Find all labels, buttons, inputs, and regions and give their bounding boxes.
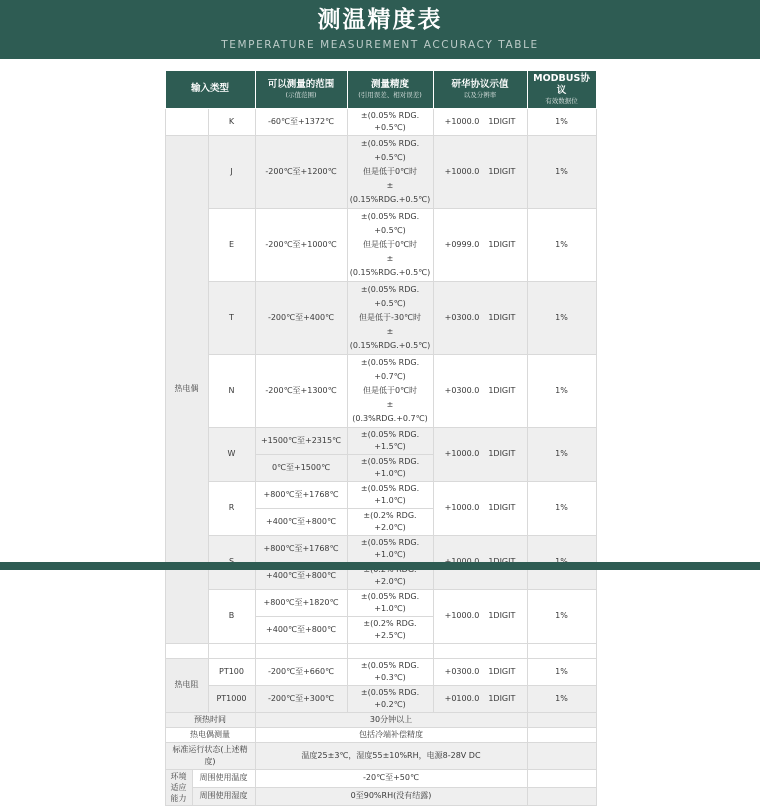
spacer-cell xyxy=(165,643,208,658)
accuracy-B-1: ±(0.05% RDG. +1.0℃) xyxy=(347,589,433,616)
accuracy-W-2: ±(0.05% RDG. +1.0℃) xyxy=(347,454,433,481)
type-E: E xyxy=(208,208,255,281)
env-temp-value: -20℃至+50℃ xyxy=(255,769,527,787)
row-preheat xyxy=(165,712,596,727)
advantech-PT100: +0300.0 1DIGIT xyxy=(433,658,527,685)
range-E: -200℃至+1000℃ xyxy=(255,208,347,281)
env-humidity-label: 周围使用湿度 xyxy=(192,787,255,805)
header-range: 可以测量的范围 (示值范围) xyxy=(255,71,347,109)
range-B-1: +800℃至+1820℃ xyxy=(255,589,347,616)
range-R-2: +400℃至+800℃ xyxy=(255,508,347,535)
env-temp-label: 周围使用温度 xyxy=(192,769,255,787)
row-S-1 xyxy=(165,535,596,562)
row-N xyxy=(165,354,596,427)
env-humidity-empty xyxy=(527,787,596,805)
standard-state-empty xyxy=(527,742,596,769)
type-PT1000: PT1000 xyxy=(208,685,255,712)
preheat-empty xyxy=(527,712,596,727)
spacer-row xyxy=(165,643,596,658)
accuracy-R-2: ±(0.2% RDG. +2.0℃) xyxy=(347,508,433,535)
tc-measure-value: 包括冷端补偿精度 xyxy=(255,727,527,742)
standard-state-value: 温度25±3℃，湿度55±10%RH，电源8-28V DC xyxy=(255,742,527,769)
header-modbus: MODBUS协议 有效数据位 xyxy=(527,71,596,109)
preheat-value: 30分钟以上 xyxy=(255,712,527,727)
modbus-K: 1% xyxy=(527,108,596,135)
type-B: B xyxy=(208,589,255,643)
advantech-R: +1000.0 1DIGIT xyxy=(433,481,527,535)
accuracy-W-1: ±(0.05% RDG. +1.5℃) xyxy=(347,427,433,454)
row-PT100 xyxy=(165,658,596,685)
range-PT100: -200℃至+660℃ xyxy=(255,658,347,685)
row-E xyxy=(165,208,596,281)
header-row xyxy=(165,71,596,109)
type-R: R xyxy=(208,481,255,535)
tc-measure-label: 热电偶测量 xyxy=(165,727,255,742)
type-K: K xyxy=(208,108,255,135)
env-humidity-value: 0至90%RH(没有结露) xyxy=(255,787,527,805)
advantech-W: +1000.0 1DIGIT xyxy=(433,427,527,481)
accuracy-S-2: +2.0℃) xyxy=(347,562,433,589)
type-J: J xyxy=(208,135,255,208)
advantech-PT1000: +0100.0 1DIGIT xyxy=(433,685,527,712)
advantech-E: +0999.0 1DIGIT xyxy=(433,208,527,281)
accuracy-PT100: ±(0.05% RDG. +0.3℃) xyxy=(347,658,433,685)
accuracy-J: ±(0.05% RDG. +0.5℃) 但是低于0℃时 ±(0.15%RDG.+0.5℃) xyxy=(347,135,433,208)
modbus-PT1000: 1% xyxy=(527,685,596,712)
header-accuracy: 测量精度 (引用误差、相对误差) xyxy=(347,71,433,109)
advantech-T: +0300.0 1DIGIT xyxy=(433,281,527,354)
row-J xyxy=(165,135,596,208)
preheat-label: 预热时间 xyxy=(165,712,255,727)
type-PT100: PT100 xyxy=(208,658,255,685)
range-T: -200℃至+400℃ xyxy=(255,281,347,354)
accuracy-T: ±(0.05% RDG. +0.5℃) 但是低于-30℃时 ±(0.15%RDG.+0.5℃) xyxy=(347,281,433,354)
row-tc-measure xyxy=(165,727,596,742)
row-W-1 xyxy=(165,427,596,454)
row-T xyxy=(165,281,596,354)
row-standard-state xyxy=(165,742,596,769)
range-PT1000: -200℃至+300℃ xyxy=(255,685,347,712)
range-R-1: +800℃至+1768℃ xyxy=(255,481,347,508)
range-N: -200℃至+1300℃ xyxy=(255,354,347,427)
accuracy-E: ±(0.05% RDG. +0.5℃) 但是低于0℃时 ±(0.15%RDG.+0.5℃) xyxy=(347,208,433,281)
accuracy-table-wrap xyxy=(165,70,596,806)
group-rtd: 热电阻 xyxy=(165,658,208,712)
header-advantech: 研华协议示值 以及分辨率 xyxy=(433,71,527,109)
page-title: 测温精度表 xyxy=(317,7,443,34)
accuracy-table xyxy=(165,70,597,806)
group-cell-empty xyxy=(165,108,208,135)
range-B-2: +400℃至+800℃ xyxy=(255,616,347,643)
range-J: -200℃至+1200℃ xyxy=(255,135,347,208)
advantech-N: +0300.0 1DIGIT xyxy=(433,354,527,427)
row-B-1 xyxy=(165,589,596,616)
type-W: W xyxy=(208,427,255,481)
modbus-W: 1% xyxy=(527,427,596,481)
env-temp-empty xyxy=(527,769,596,787)
banner xyxy=(0,0,760,59)
group-thermocouple: 热电偶 xyxy=(165,135,208,643)
accuracy-R-1: ±(0.05% RDG. +1.0℃) xyxy=(347,481,433,508)
accuracy-K: ±(0.05% RDG. +0.5℃) xyxy=(347,108,433,135)
standard-state-label: 标准运行状态(上述精度) xyxy=(165,742,255,769)
group-environment: 环境 适应 能力 xyxy=(165,769,192,805)
row-env-humidity xyxy=(165,787,596,805)
type-N: N xyxy=(208,354,255,427)
accuracy-S-1: ±(0.05% RDG. +1.0℃) xyxy=(347,535,433,562)
bottom-accent-bar xyxy=(0,562,760,570)
type-T: T xyxy=(208,281,255,354)
range-K: -60℃至+1372℃ xyxy=(255,108,347,135)
accuracy-B-2: ±(0.2% RDG. +2.5℃) xyxy=(347,616,433,643)
range-S-1: +800℃至+1768℃ xyxy=(255,535,347,562)
header-input-type: 输入类型 xyxy=(165,71,255,109)
range-W-1: +1500℃至+2315℃ xyxy=(255,427,347,454)
advantech-J: +1000.0 1DIGIT xyxy=(433,135,527,208)
modbus-R: 1% xyxy=(527,481,596,535)
modbus-PT100: 1% xyxy=(527,658,596,685)
tc-measure-empty xyxy=(527,727,596,742)
advantech-B: +1000.0 1DIGIT xyxy=(433,589,527,643)
modbus-T: 1% xyxy=(527,281,596,354)
row-PT1000 xyxy=(165,685,596,712)
row-K xyxy=(165,108,596,135)
modbus-B: 1% xyxy=(527,589,596,643)
range-W-2: 0℃至+1500℃ xyxy=(255,454,347,481)
range-S-2: +400℃至+800℃ xyxy=(255,562,347,589)
row-env-temp xyxy=(165,769,596,787)
accuracy-PT1000: ±(0.05% RDG. +0.2℃) xyxy=(347,685,433,712)
advantech-K: +1000.0 1DIGIT xyxy=(433,108,527,135)
modbus-J: 1% xyxy=(527,135,596,208)
accuracy-N: ±(0.05% RDG. +0.7℃) 但是低于0℃时 ±(0.3%RDG.+0.7℃) xyxy=(347,354,433,427)
modbus-N: 1% xyxy=(527,354,596,427)
row-R-1 xyxy=(165,481,596,508)
modbus-E: 1% xyxy=(527,208,596,281)
page-subtitle: TEMPERATURE MEASUREMENT ACCURACY TABLE xyxy=(221,38,539,51)
